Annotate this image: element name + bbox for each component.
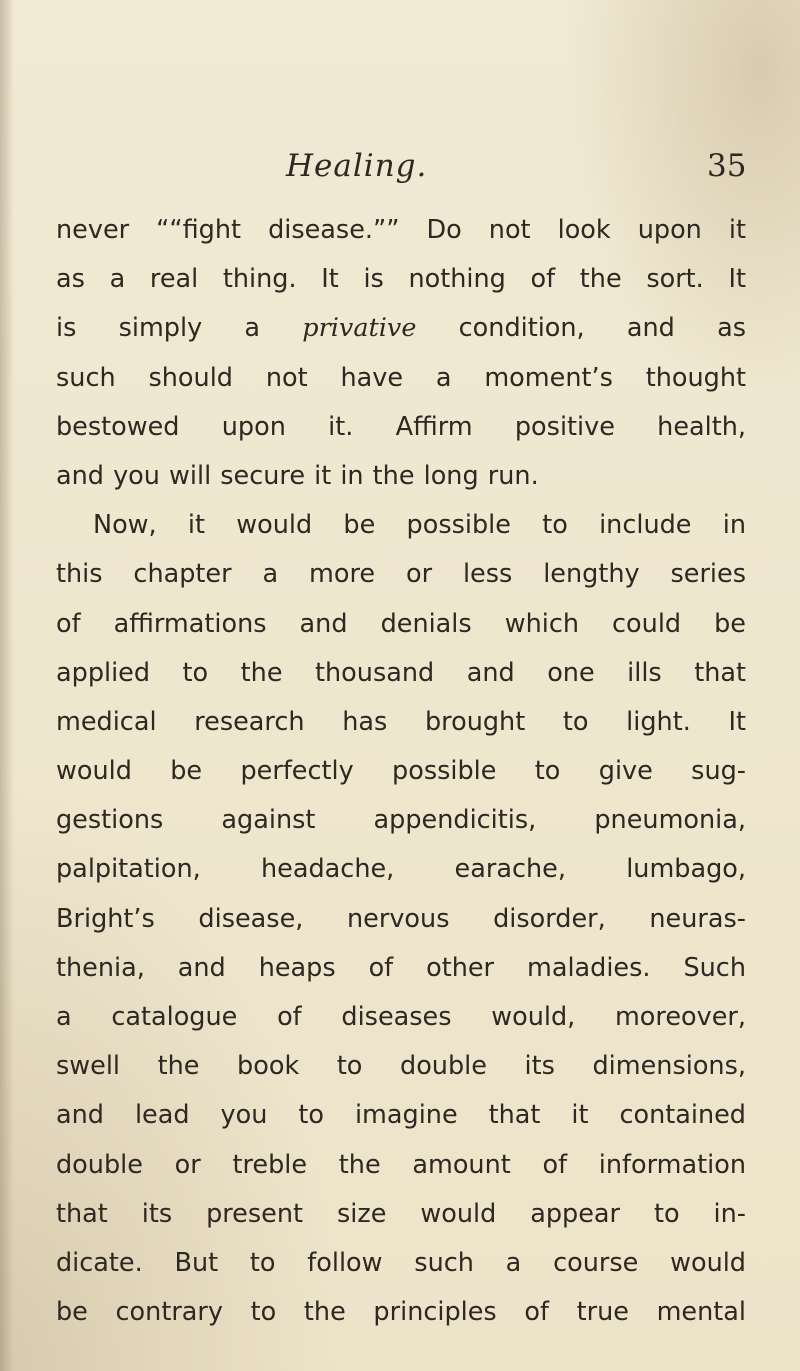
text-line: and you will secure it in the long run. (56, 460, 539, 491)
text-line: such should not have a moment’s thought (56, 362, 746, 393)
text-line: a catalogue of diseases would, moreover, (56, 1002, 746, 1032)
text-line: this chapter a more or less lengthy series (56, 559, 746, 590)
text-line: be contrary to the principles of true mental (56, 1297, 746, 1328)
text-line: never ““fight disease.”” Do not look upon it (56, 215, 746, 245)
gutter-shadow (0, 0, 14, 1371)
text-line: thenia, and heaps of other maladies. Such (56, 952, 746, 983)
text-line: as a real thing. It is nothing of the sort. It (56, 264, 746, 295)
text-line: bestowed upon it. Affirm positive health, (56, 411, 746, 442)
text-line: swell the book to double its dimensions, (56, 1051, 746, 1082)
text-line: palpitation, headache, earache, lumbago, (56, 854, 746, 885)
text-line (56, 304, 746, 353)
page-header (0, 148, 800, 198)
text-segment: is simply a (56, 313, 303, 344)
text-line: of affirmations and denials which could be (56, 608, 746, 639)
text-line: Bright’s disease, nervous disorder, neuras- (56, 903, 746, 934)
text-line: would be perfectly possible to give sug- (56, 756, 746, 787)
text-line: and lead you to imagine that it contained (56, 1100, 746, 1131)
text-line: that its present size would appear to in- (56, 1198, 746, 1229)
text-segment: condition, and as (416, 313, 746, 344)
text-line: double or treble the amount of information (56, 1149, 746, 1180)
page-number: 35 (707, 148, 747, 184)
text-line: Now, it would be possible to include in (93, 510, 746, 541)
text-line: dicate. But to follow such a course would (56, 1247, 746, 1278)
italic-word: privative (302, 313, 417, 344)
text-line: medical research has brought to light. It (56, 706, 746, 737)
body-text (56, 206, 746, 1337)
text-line: gestions against appendicitis, pneumonia, (56, 805, 746, 836)
text-line: applied to the thousand and one ills that (56, 657, 746, 688)
running-title: Healing. (286, 148, 428, 184)
